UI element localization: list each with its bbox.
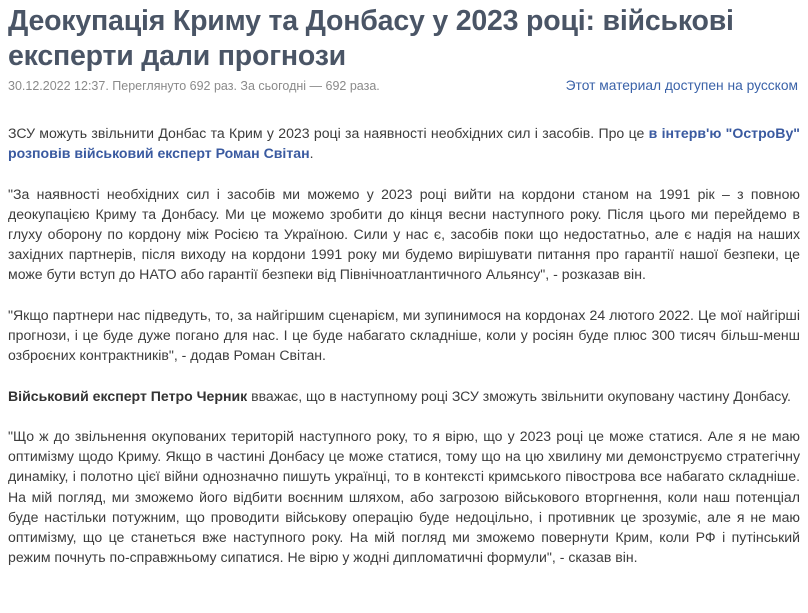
russian-version-link[interactable]: Этот материал доступен на русском (565, 78, 798, 93)
article-meta: 30.12.2022 12:37. Переглянуто 692 раз. За сьогодні — 692 раза. (8, 79, 380, 93)
interview-link[interactable]: в інтерв'ю "ОстроВу" розповів військовий експерт Роман Світан (8, 125, 800, 162)
paragraph-quote-svitan-2: "Якщо партнери нас підведуть, то, за найгіршим сценарієм, ми зупинимося на кордонах 24 лютого 2022. Це мої найгірші прогнози, і це буде дуже погано для нас. І це буде набагато складніше, коли у росіян буде плюс 300 тисяч більш-менш озброєних контрактників", - додав Роман Світан. (8, 306, 800, 364)
article-title: Деокупація Криму та Донбасу у 2023 році: військові експерти дали прогнози (8, 5, 734, 72)
paragraph-quote-svitan-1: "За наявності необхідних сил і засобів ми можемо у 2023 році вийти на кордони станом на 1991 рік – з повною деокупацією Криму та Донбасу. Ми це можемо зробити до кінця весни наступного року. Після цього ми перейдемо в глуху оборону по кордону між Росією та Україною. Сили у нас є, засобів поки що недостатньо, але є надія на наших західних партнерів, після виходу на кордони 1991 року ми будемо вирішувати питання про гарантії нашої безпеки, це може бути вступ до НАТО або гарантії безпеки від Північноатлантичного Альянсу", - розказав він. (8, 185, 800, 283)
paragraph-quote-chernyk: "Що ж до звільнення окупованих територій наступного року, то я вірю, що у 2023 році це може статися. Але я не маю оптимізму щодо Криму. Якщо в частині Донбасу це може статися, тому що на цю хвилину ми демонструємо стратегічну динаміку, і полотно цієї війни однозначно пишуть українці, то в контексті кримського півострова все набагато складніше. На мій погляд, ми зможемо його відбити воєнним шляхом, або загрозою військового вторгнення, коли наш потенціал буде настільки потужним, що проводити військову операцію буде недоцільно, і противник це зрозуміє, але я не маю оптимізму, що це станеться вже наступного року. На мій погляд ми зможемо повернути Крим, коли РФ і путінський режим почнуть по-справжньому сипатися. Не вірю у жодні дипломатичні формули", - сказав він. (8, 427, 800, 566)
article-datetime: 30.12.2022 12:37 (8, 79, 106, 93)
view-count: Переглянуто 692 раз (112, 79, 234, 93)
paragraph-intro: ЗСУ можуть звільнити Донбас та Крим у 2023 році за наявності необхідних сил і засобів. Про це в інтерв'ю "ОстроВу" розповів військовий експерт Роман Світан. (8, 125, 800, 162)
today-view-count: За сьогодні — 692 раза (240, 79, 377, 93)
expert-name: Військовий експерт Петро Черник (8, 387, 248, 404)
paragraph-chernyk-intro: Військовий експерт Петро Черник вважає, що в наступному році ЗСУ зможуть звільнити окуповану частину Донбасу. (8, 387, 791, 404)
article-body (8, 123, 800, 588)
